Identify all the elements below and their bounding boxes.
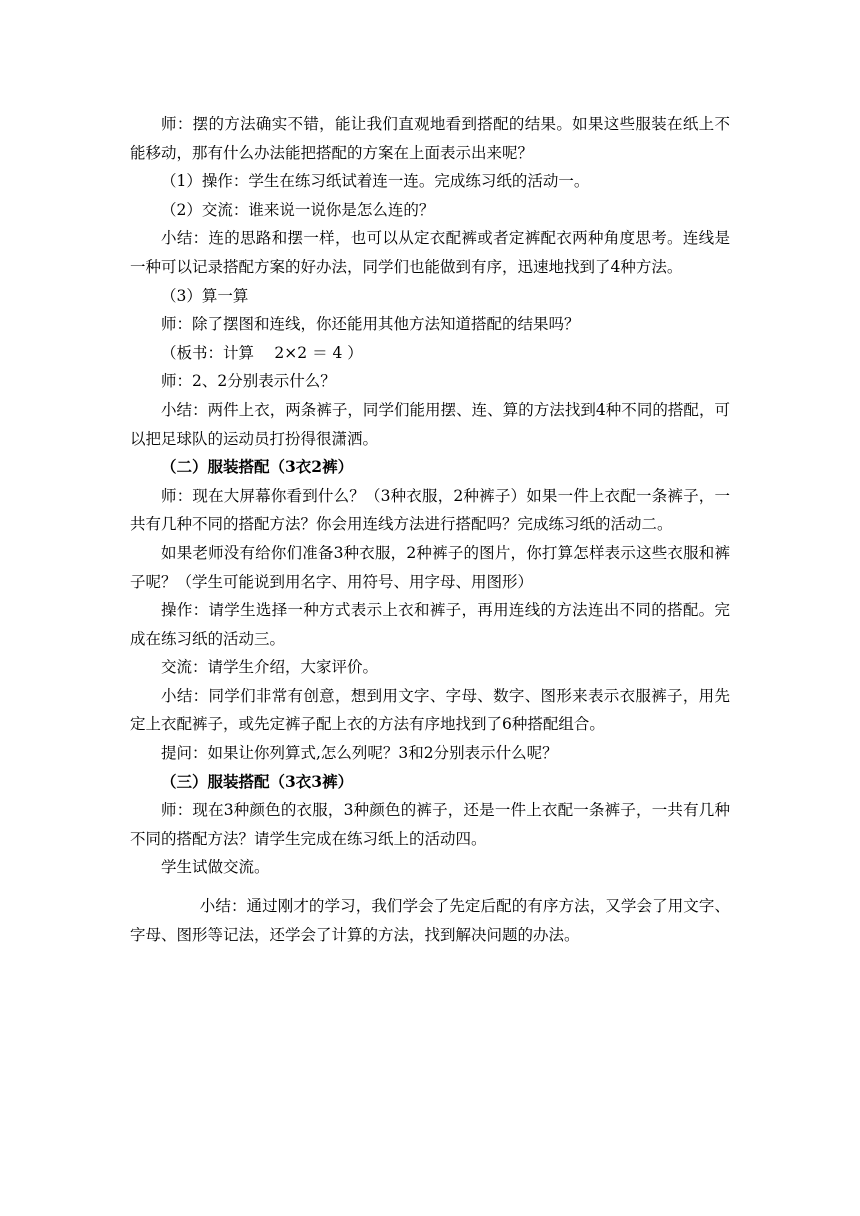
paragraph-operation-choose: 操作：请学生选择一种方式表示上衣和裤子，再用连线的方法连出不同的搭配。完成在练习纸的活动三。 xyxy=(130,601,730,648)
paragraph-three-colors: 师：现在3种颜色的衣服，3种颜色的裤子，还是一件上衣配一条裤子，一共有几种不同的搭配方法？请学生完成在练习纸上的活动四。 xyxy=(130,801,730,848)
paragraph-students-try: 学生试做交流。 xyxy=(161,858,270,877)
paragraph-exchange-evaluate: 交流：请学生介绍，大家评价。 xyxy=(161,658,379,677)
paragraph-big-screen: 师：现在大屏幕你看到什么？（3种衣服，2种裤子）如果一件上衣配一条裤子，一共有几种不同的搭配方法？你会用连线方法进行搭配吗？完成练习纸的活动二。 xyxy=(130,486,730,534)
paragraph-exchange-2: （2）交流：谁来说一说你是怎么连的？ xyxy=(161,200,435,219)
paragraph-teacher-meaning: 师：2、2分别表示什么？ xyxy=(161,372,336,391)
paragraph-blackboard: （板书：计算 2×2 ＝ 4 ） xyxy=(161,343,363,362)
paragraph-summary-four: 小结：两件上衣，两条裤子，同学们能用摆、连、算的方法找到4种不同的搭配，可以把足球队的运动员打扮得很潇洒。 xyxy=(130,400,730,448)
section-heading-3-clothes-2-pants: （二）服装搭配（3衣2裤） xyxy=(161,457,354,477)
paragraph-final-summary: 小结：通过刚才的学习，我们学会了先定后配的有序方法，又学会了用文字、字母、图形等记法，还学会了计算的方法，找到解决问题的办法。 xyxy=(130,897,730,944)
paragraph-teacher-other-methods: 师：除了摆图和连线，你还能用其他方法知道搭配的结果吗？ xyxy=(161,315,580,334)
paragraph-summary-connect: 小结：连的思路和摆一样，也可以从定衣配裤或者定裤配衣两种角度思考。连线是一种可以记录搭配方案的好办法，同学们也能做到有序，迅速地找到了4种方法。 xyxy=(130,229,730,276)
paragraph-operation-1: （1）操作：学生在练习纸试着连一连。完成练习纸的活动一。 xyxy=(161,172,590,191)
paragraph-no-pictures: 如果老师没有给你们准备3种衣服，2种裤子的图片，你打算怎样表示这些衣服和裤子呢？（学生可能说到用名字、用符号、用字母、用图形） xyxy=(130,543,730,591)
paragraph-teacher-question: 师：摆的方法确实不错，能让我们直观地看到搭配的结果。如果这些服装在纸上不能移动，那有什么办法能把搭配的方案在上面表示出来呢？ xyxy=(130,115,730,162)
paragraph-calculate-3: （3）算一算 xyxy=(161,286,249,305)
section-heading-3-clothes-3-pants: （三）服装搭配（3衣3裤） xyxy=(161,771,354,791)
document-page xyxy=(130,110,730,949)
paragraph-summary-six: 小结：同学们非常有创意，想到用文字、字母、数字、图形来表示衣服裤子，用先定上衣配裤子，或先定裤子配上衣的方法有序地找到了6种搭配组合。 xyxy=(130,686,730,734)
paragraph-question-formula: 提问：如果让你列算式,怎么列呢？3和2分别表示什么呢？ xyxy=(161,744,558,763)
